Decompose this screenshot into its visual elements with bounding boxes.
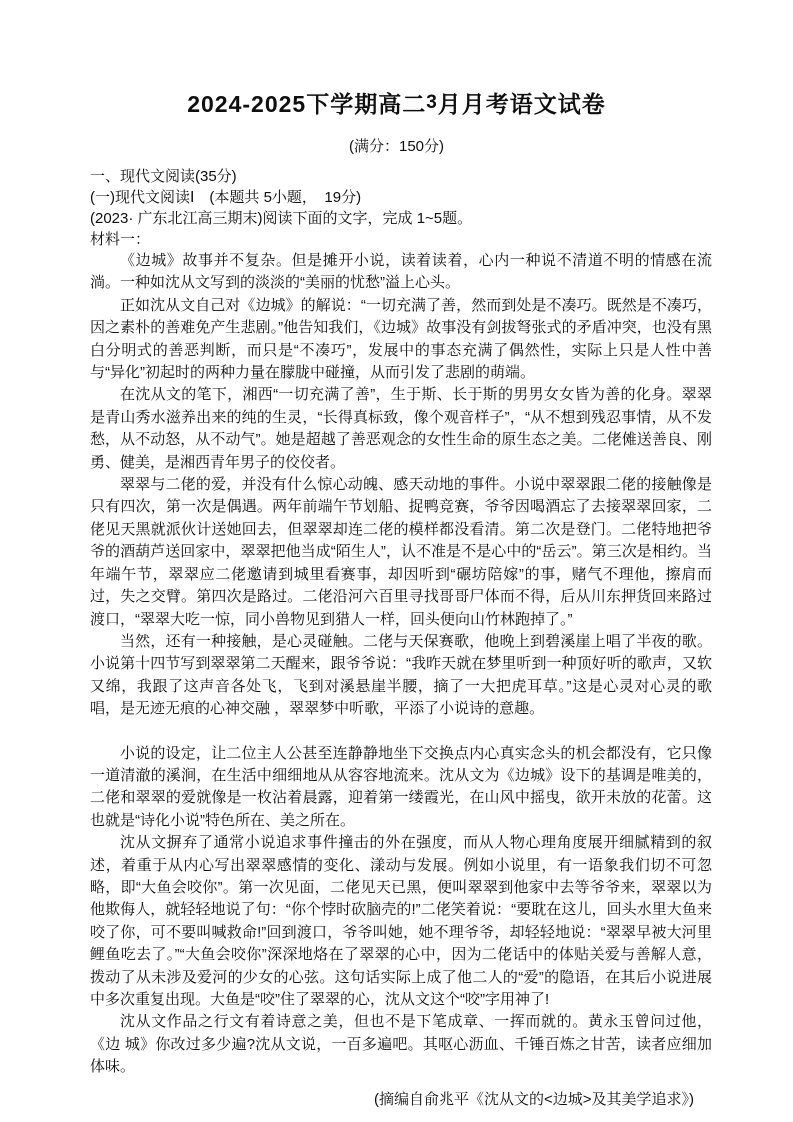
paragraph: 《边城》故事并不复杂。但是摊开小说，读着读着，心内一种说不清道不明的情感在流淌。一种如沈从文写到的淡淡的“美丽的忧愁”溢上心头。 <box>90 252 712 292</box>
source-line: (2023· 广东北江高三期末)阅读下面的文字，完成 1~5题。 <box>90 210 473 227</box>
subsection-heading: (一)现代文阅读Ⅰ (本题共 5小题， 19分) <box>90 189 362 206</box>
title-superscript: 3 <box>426 92 438 113</box>
paragraph: 沈从文摒弃了通常小说追求事件撞击的外在强度，而从人物心理角度展开细腻精到的叙述，着重于从内心写出翠翠感情的变化、漾动与发展。例如小说里，有一语象我们切不可忽略，即“大鱼会咬你”。第一次见面，二佬见天已黑，便叫翠翠到他家中去等爷爷来，翠翠以为他欺侮人，就轻轻地说了句：“你个悖时砍脑壳的!”二佬笑着说：“要耽在这儿，回头水里大鱼来咬了你，可不要叫喊救命!”回到渡口，爷爷叫她，她不理爷爷，却轻轻地说：“翠翠早被大河里鲤鱼吃去了。”“大鱼会咬你”深深地烙在了翠翠的心中，因为二佬话中的体贴关爱与善解人意，拨动了从未涉及爱河的少女的心弦。这句话实际上成了他二人的“爱”的隐语，在其后小说进展中多次重复出现。大鱼是“咬”住了翠翠的心，沈从文这个“咬”字用神了! <box>90 834 712 1008</box>
page-title <box>0 0 793 119</box>
paragraph: 当然，还有一种接触，是心灵碰触。二佬与天保赛歌，他晚上到碧溪崖上唱了半夜的歌。小说第十四节写到翠翠第二天醒来，跟爷爷说：“我昨天就在梦里听到一种顶好听的歌声，又软又绵，我跟了这声音各处飞，飞到对溪悬崖半腰，摘了一大把虎耳草。”这是心灵对心灵的歌唱，是无迹无痕的心神交融 ，翠翠梦中听歌，平添了小说诗的意趣。 <box>90 632 712 718</box>
title-suffix: 月月考语文试卷 <box>437 91 606 117</box>
paragraph: 小说的设定，让二位主人公甚至连静静地坐下交换点内心真实念头的机会都没有，它只像一道清澈的溪涧，在生活中细细地从从容容地流来。沈从文为《边城》设下的基调是唯美的，二佬和翠翠的爱就像是一枚沾着晨露，迎着第一缕霞光，在山风中摇曳，欲开未放的花蕾。这也就是“诗化小说”特色所在、美之所在。 <box>90 744 712 829</box>
title-prefix: 2024-2025下学期高二 <box>187 91 427 117</box>
paragraph: 沈从文作品之行文有着诗意之美，但也不是下笔成章、一挥而就的。黄永玉曾问过他，《边 城》你改过多少遍?沈从文说，一百多遍吧。其呕心沥血、千锤百炼之甘苦，读者应细加体味。 <box>90 1013 712 1076</box>
exam-content <box>90 166 712 1111</box>
paragraph: 在沈从文的笔下，湘西“一切充满了善”，生于斯、长于斯的男男女女皆为善的化身。翠翠是青山秀水滋养出来的纯的生灵，“长得真标致，像个观音样子”，“从不想到残忍事情，从不发愁，从不动怒，从不动气”。她是超越了善恶观念的女性生命的原生态之美。二佬傩送善良、刚勇、健美，是湘西青年男子的佼佼者。 <box>90 386 712 471</box>
score-line: (满分：150分) <box>348 138 445 155</box>
paragraph: 翠翠与二佬的爱，并没有什么惊心动魄、感天动地的事件。小说中翠翠跟二佬的接触像是只有四次，第一次是偶遇。两年前端午节划船、捉鸭竞赛，爷爷因喝酒忘了去接翠翠回家，二佬见天黑就派伙计送她回去，但翠翠却连二佬的模样都没看清。第二次是登门。二佬特地把爷爷的酒葫芦送回家中，翠翠把他当成“陌生人”，认不准是不是心中的“岳云”。第三次是相约。当年端午节，翠翠应二佬邀请到城里看赛事，却因听到“碾坊陪嫁”的事，赌气不理他，擦肩而过，失之交臂。第四次是路过。二佬沿河六百里寻找哥哥尸体而不得，后从川东押货回来路过渡口，“翠翠大吃一惊，同小兽物见到猎人一样，回头便向山竹林跑掉了。” <box>90 476 712 628</box>
section-heading: 一、现代文阅读(35分) <box>90 168 237 185</box>
attribution-line: (摘编自俞兆平《沈从文的<边城>及其美学追求》) <box>373 1090 694 1108</box>
material-label: 材料一： <box>90 231 151 248</box>
material-one-body <box>90 250 712 1079</box>
paragraph: 正如沈从文自己对《边城》的解说：“一切充满了善，然而到处是不凑巧。既然是不凑巧，因之素朴的善难免产生悲剧。”他告知我们，《边城》故事没有剑拔弩张式的矛盾冲突，也没有黑白分明式的善恶判断，而只是“不凑巧”，发展中的事态充满了偶然性，实际上只是人性中善与“异化”初起时的两种力量在朦胧中碰撞，从而引发了悲剧的萌端。 <box>90 296 712 382</box>
